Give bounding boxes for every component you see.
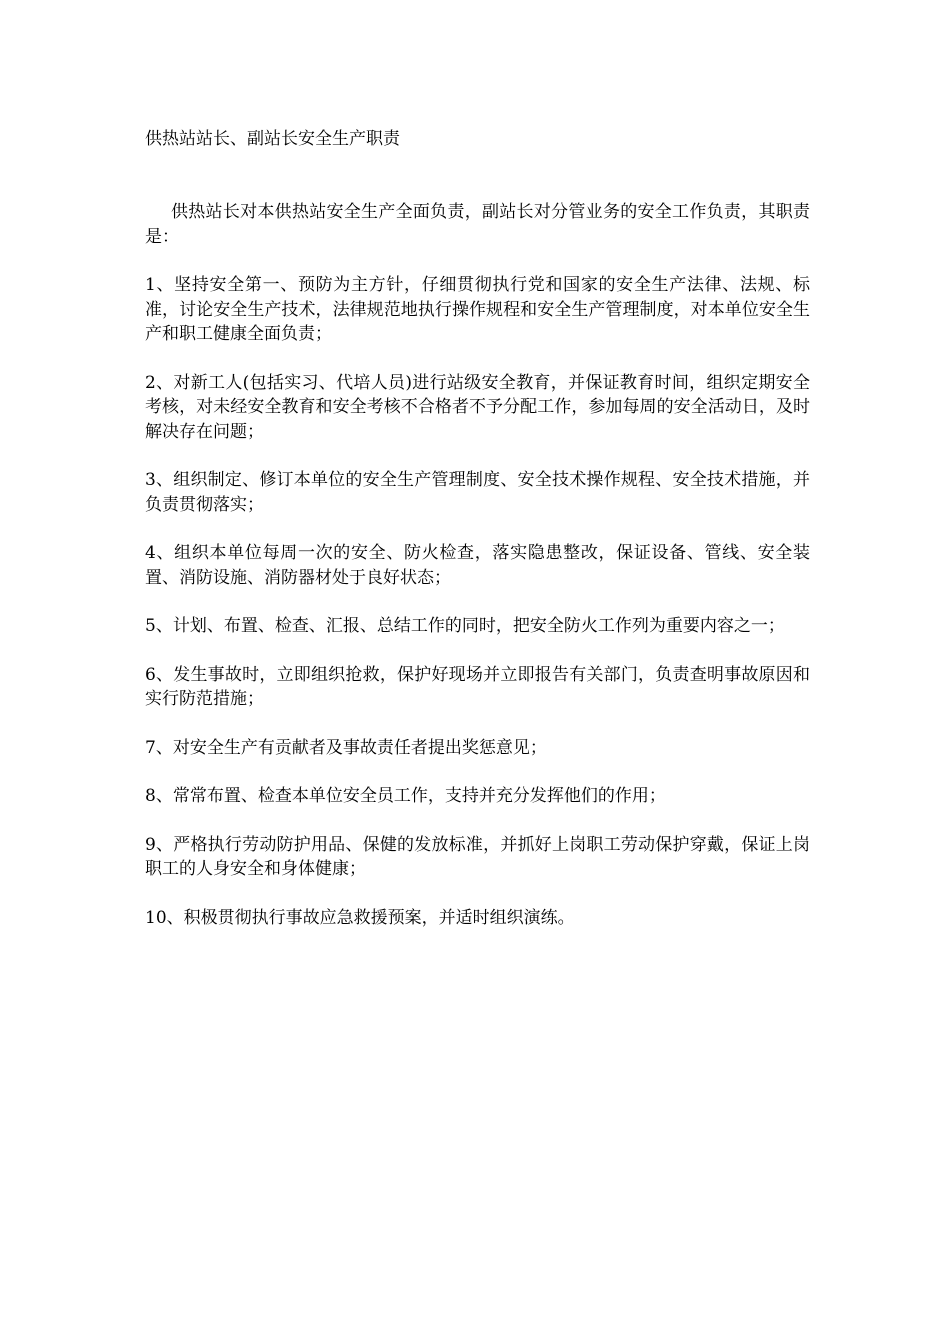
duty-item-6: 6、发生事故时，立即组织抢救，保护好现场并立即报告有关部门，负责查明事故原因和实行防范措施； [145,664,810,709]
duty-item-7: 7、对安全生产有贡献者及事故责任者提出奖惩意见； [145,737,547,758]
duty-item-2: 2、对新工人(包括实习、代培人员)进行站级安全教育，并保证教育时间，组织定期安全考核，对未经安全教育和安全考核不合格者不予分配工作，参加每周的安全活动日，及时解决存在问题； [145,372,810,442]
duty-item-8: 8、常常布置、检查本单位安全员工作，支持并充分发挥他们的作用； [145,786,666,806]
intro-paragraph: 供热站长对本供热站安全生产全面负责，副站长对分管业务的安全工作负责，其职责是： [145,202,810,247]
duty-item-4: 4、组织本单位每周一次的安全、防火检查，落实隐患整改，保证设备、管线、安全装置、消防设施、消防器材处于良好状态； [145,543,810,588]
document-body [145,200,810,954]
duty-item-9: 9、严格执行劳动防护用品、保健的发放标准，并抓好上岗职工劳动保护穿戴，保证上岗职工的人身安全和身体健康； [145,834,810,879]
document-title: 供热站站长、副站长安全生产职责 [145,129,400,149]
duty-item-5: 5、计划、布置、检查、汇报、总结工作的同时，把安全防火工作列为重要内容之一； [145,616,785,636]
duty-item-10: 10、积极贯彻执行事故应急救援预案，并适时组织演练。 [145,907,575,928]
duty-item-3: 3、组织制定、修订本单位的安全生产管理制度、安全技术操作规程、安全技术措施，并负责贯彻落实； [145,470,810,515]
duty-item-1: 1、坚持安全第一、预防为主方针，仔细贯彻执行党和国家的安全生产法律、法规、标准，讨论安全生产技术，法律规范地执行操作规程和安全生产管理制度，对本单位安全生产和职工健康全面负责； [145,275,810,344]
